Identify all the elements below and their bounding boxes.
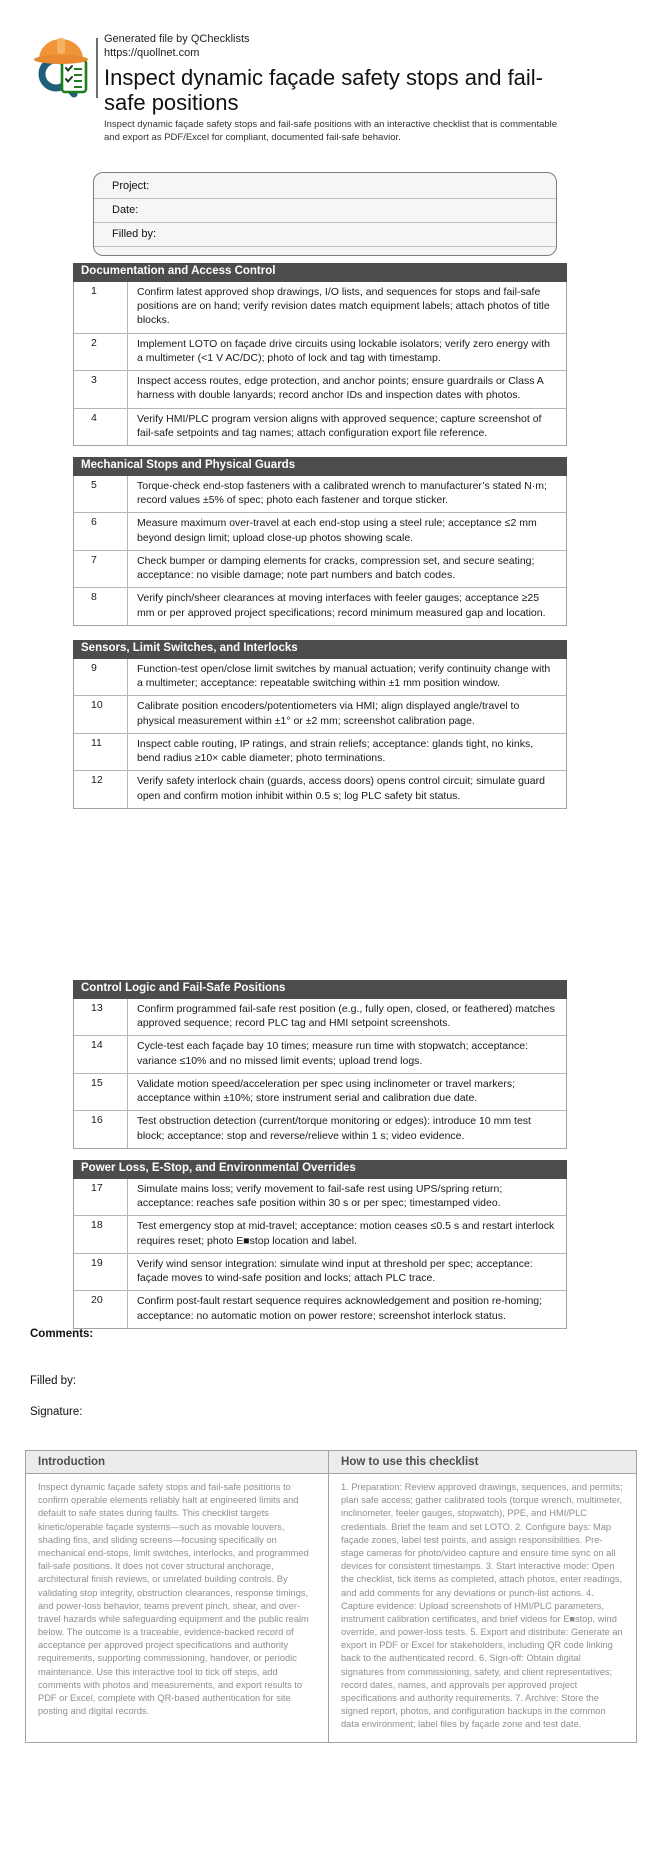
item-number: 6 (74, 513, 128, 550)
checklist-item-row (74, 1253, 566, 1291)
item-text: Confirm latest approved shop drawings, I/O lists, and sequences for stops and fail-safe positions are on hand; verify revision dates match equipment labels; attach photos of title blocks. (137, 285, 550, 327)
checklist-item-row (74, 587, 566, 625)
checklist-item-row (74, 733, 566, 771)
checklist-item-row (74, 1290, 566, 1328)
item-number: 2 (74, 334, 128, 371)
checklist-item-row (74, 659, 566, 696)
checklist-item-row (74, 695, 566, 733)
section-rows (73, 1179, 567, 1329)
section-sensors-limit-switches (73, 640, 567, 809)
date-field[interactable]: Date: (94, 199, 556, 223)
filled-by-field[interactable]: Filled by: (94, 223, 556, 247)
item-text: Verify pinch/sheer clearances at moving interfaces with feeler gauges; acceptance ≥25 mm or per approved project specifications; record minimum measured gap and location. (137, 592, 546, 619)
section-power-loss-estop-overrides (73, 1160, 567, 1329)
page-subtitle: Inspect dynamic façade safety stops and fail-safe positions with an interactive checklist that is commentable and export as PDF/Excel for compliant, documented fail-safe behavior. (104, 119, 558, 143)
item-text: Inspect cable routing, IP ratings, and strain reliefs; acceptance: glands tight, no kinks, bend radius ≥10× cable diameter; photo terminations. (137, 737, 534, 765)
checklist-item-row (74, 1110, 566, 1148)
project-info-box (93, 172, 557, 256)
section-rows (73, 282, 567, 446)
item-text: Verify wind sensor integration: simulate wind input at threshold per spec; acceptance: façade moves to wind-safe position and locks; attach PLC trace. (137, 1257, 533, 1285)
section-header: Mechanical Stops and Physical Guards (73, 457, 567, 476)
item-text: Simulate mains loss; verify movement to fail-safe rest using UPS/spring return; acceptance: reaches safe position within 30 s or per spec; timestamped video. (137, 1182, 503, 1210)
item-text: Verify HMI/PLC program version aligns with approved sequence; capture screenshot of fail-safe setpoints and tag names; attach configuration export file reference. (137, 412, 542, 439)
checklist-item-row (74, 333, 566, 371)
item-number: 17 (74, 1179, 128, 1216)
checklist-item-row (74, 770, 566, 808)
checklist-item-row (74, 370, 566, 408)
page-title: Inspect dynamic façade safety stops and fail-safe positions (104, 64, 544, 116)
checklist-item-row (74, 282, 566, 333)
generated-by-text: Generated file by QChecklists (104, 33, 250, 45)
item-text: Calibrate position encoders/potentiometers via HMI; align displayed angle/travel to physical measurement within ±1° or ±2 mm; screenshot calibration page. (137, 700, 520, 727)
item-number: 7 (74, 551, 128, 588)
item-text: Verify safety interlock chain (guards, access doors) opens control circuit; simulate guard open and confirm motion inhibit within 0.5 s; log PLC safety bit status. (137, 775, 545, 802)
item-text: Cycle-test each façade bay 10 times; measure run time with stopwatch; acceptance: variance ≤10% and no missed limit events; upload trend logs. (137, 1040, 529, 1067)
item-number: 9 (74, 659, 128, 696)
item-number: 10 (74, 696, 128, 733)
item-number: 1 (74, 282, 128, 333)
item-text: Inspect access routes, edge protection, and anchor points; ensure guardrails or Class A harness with double lanyards; record anchor IDs and inspection dates with photos. (137, 375, 544, 402)
section-header: Power Loss, E-Stop, and Environmental Overrides (73, 1160, 567, 1179)
checklist-item-row (74, 1215, 566, 1253)
project-field[interactable]: Project: (94, 175, 556, 199)
section-mechanical-stops-guards (73, 457, 567, 626)
item-number: 8 (74, 588, 128, 625)
logo-svg (29, 33, 93, 99)
section-rows (73, 659, 567, 809)
item-number: 15 (74, 1074, 128, 1111)
item-text: Validate motion speed/acceleration per spec using inclinometer or travel markers; acceptance within ±10%; store instrument serial and calibration due date. (137, 1077, 515, 1105)
checklist-item-row (74, 1179, 566, 1216)
hardhat-ridge-shape (57, 38, 65, 54)
howto-header: How to use this checklist (341, 1456, 479, 1468)
qchecklists-logo-icon (29, 33, 93, 99)
item-text: Implement LOTO on façade drive circuits using lockable isolators; verify zero energy with a multimeter (<1 V AC/DC); photo of lock and tag with timestamp. (137, 337, 550, 364)
checklist-item-row (74, 476, 566, 513)
checklist-item-row (74, 1073, 566, 1111)
checklist-item-row (74, 999, 566, 1036)
footer-body-row (26, 1474, 636, 1742)
document-header (104, 33, 584, 144)
section-header: Documentation and Access Control (73, 263, 567, 282)
filled-by-label: Filled by: (30, 1375, 77, 1387)
footer-info-table (25, 1450, 637, 1743)
footer-header-row (26, 1451, 636, 1474)
signature-label: Signature: (30, 1406, 83, 1418)
item-number: 5 (74, 476, 128, 513)
checklist-item-row (74, 1035, 566, 1073)
item-number: 18 (74, 1216, 128, 1253)
item-text: Confirm post-fault restart sequence requires acknowledgement and position re-homing; acceptance: no automatic motion on power restore; screenshot interlock status. (137, 1295, 543, 1322)
item-text: Check bumper or damping elements for cracks, compression set, and secure seating; acceptance: no visible damage; note part numbers and batch codes. (137, 554, 535, 582)
item-number: 13 (74, 999, 128, 1036)
section-documentation-access-control (73, 263, 567, 446)
item-number: 16 (74, 1111, 128, 1148)
section-rows (73, 999, 567, 1149)
item-text: Measure maximum over-travel at each end-stop using a steel rule; acceptance ≤2 mm beyond design limit; upload close-up photos showing scale. (137, 517, 537, 544)
checklist-item-row (74, 408, 566, 446)
item-number: 3 (74, 371, 128, 408)
item-text: Confirm programmed fail-safe rest position (e.g., fully open, closed, or feathered) matches approved sequence; record PLC tag and HMI setpoint screenshots. (137, 1002, 555, 1030)
item-text: Torque-check end-stop fasteners with a calibrated wrench to manufacturer’s stated N·m; record values ±5% of spec; photo each fastener and torque sticker. (137, 479, 547, 507)
introduction-text: Inspect dynamic façade safety stops and fail-safe positions to confirm operable elements reliably halt at engineered limits and default to safe states during faults. This checklist targets kinetic/operable façade systems—such as movable louvers, shading fins, and sliding screens—focusing specifically on mechanical end-stops, limit switches, interlocks, and programmed fail-safe positions. It does not cover structural anchorage, architectural finish reviews, or unrelated building controls. By validating stop integrity, obstruction clearances, response timings, and power-loss behavior, teams prevent pinch, shear, and over-travel hazards while safeguarding equipment and the public realm below. The outcome is a traceable, evidence-backed record of acceptance per approved project specifications and authority requirements, supporting commissioning, handover, or periodic maintenance. Use this interactive tool to tick off steps, add comments with photos and measurements, and export results to PDF or Excel, complete with QR-based authentication for site posting and digital records. (26, 1474, 329, 1742)
comments-label: Comments: (30, 1328, 94, 1340)
checklist-item-row (74, 550, 566, 588)
item-number: 4 (74, 409, 128, 446)
item-number: 14 (74, 1036, 128, 1073)
section-rows (73, 476, 567, 626)
item-text: Test obstruction detection (current/torque monitoring or edges): introduce 10 mm test block; acceptance: stop and reverse/relieve within 1 s; video evidence. (137, 1115, 531, 1142)
item-number: 20 (74, 1291, 128, 1328)
section-header: Sensors, Limit Switches, and Interlocks (73, 640, 567, 659)
header-divider (96, 38, 98, 98)
introduction-header: Introduction (26, 1451, 329, 1473)
item-number: 12 (74, 771, 128, 808)
checklist-item-row (74, 512, 566, 550)
section-header: Control Logic and Fail-Safe Positions (73, 980, 567, 999)
item-number: 19 (74, 1254, 128, 1291)
item-text: Function-test open/close limit switches by manual actuation; verify continuity change with a multimeter; acceptance: repeatable switching within ±1 mm position window. (137, 662, 551, 690)
section-control-logic-failsafe (73, 980, 567, 1149)
item-text: Test emergency stop at mid-travel; acceptance: motion ceases ≤0.5 s and restart interlock requires reset; photo E■stop location and label. (137, 1220, 555, 1247)
howto-text: 1. Preparation: Review approved drawings, sequences, and permits; plan safe access; gather calibrated tools (torque wrench, multimeter, inclinometer, feeler gauges, stopwatch), PPE, and HMI/PLC credentials. Brief the team and set LOTO. 2. Configure bays: Map façade zones, label test points, and assign responsibilities. Pre-stage cameras for photo/video capture and ensure time sync on all devices for consistent timestamps. 3. Start interactive mode: Open the checklist, tick items as completed, attach photos, enter readings, and add comments for any deviations or punch-list actions. 4. Capture evidence: Upload screenshots of HMI/PLC parameters, instrument calibration certificates, and brief videos for E■stop, wind override, and power-loss tests. 5. Export and distribute: Generate an export in PDF or Excel for stakeholders, including QR code linking back to the authenticated record. 6. Sign-off: Obtain digital signatures from commissioning, safety, and client representatives; record dates, names, and approvals per approved project specifications and authority requirements. 7. Archive: Store the signed report, photos, and configuration backups in the common data environment; label files by façade zone and test date. (341, 1482, 623, 1730)
item-number: 11 (74, 734, 128, 771)
site-url-link[interactable]: https://quollnet.com (104, 46, 200, 59)
hardhat-brim-shape (34, 55, 88, 64)
